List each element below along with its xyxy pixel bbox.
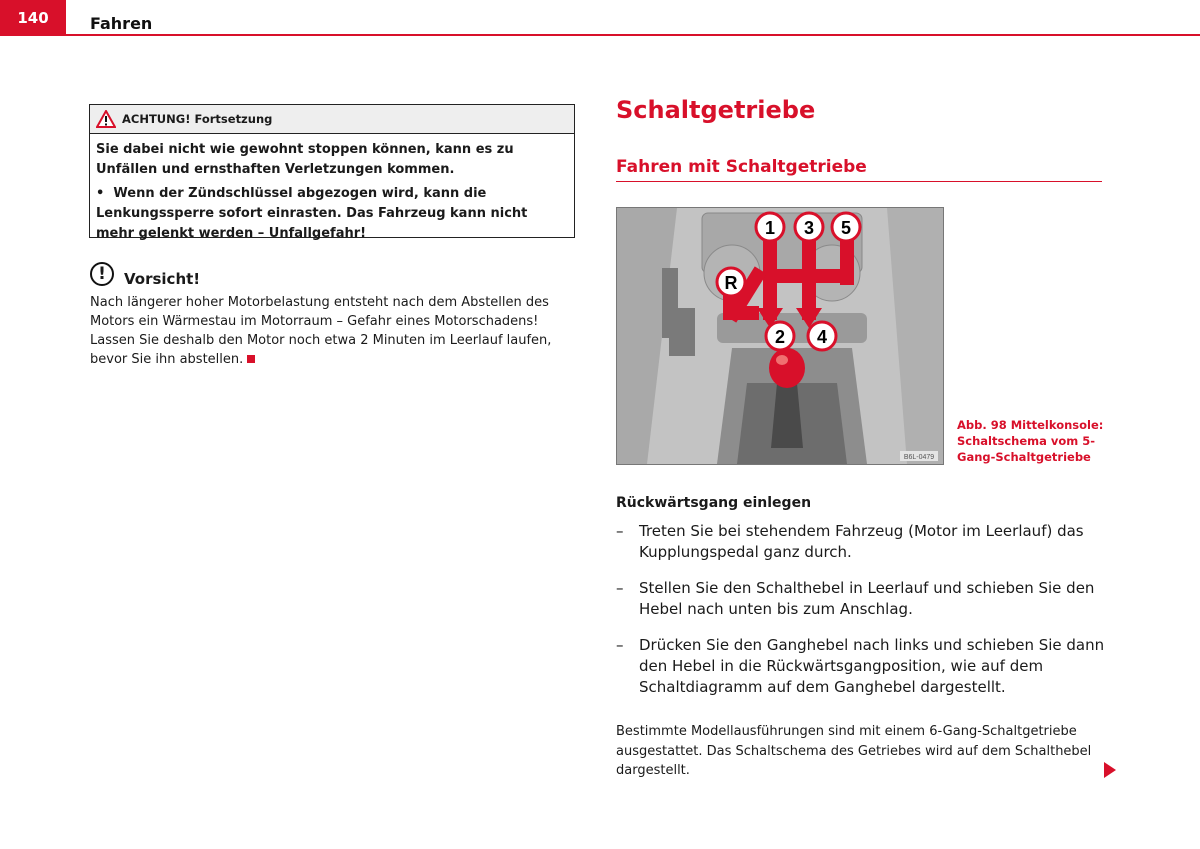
- warning-bullet-text: Wenn der Zündschlüssel abgezogen wird, kann die Lenkungssperre sofort einrasten. Das Fahrzeug kann nicht mehr gelenkt werden – Unfallgefahr!: [96, 186, 528, 241]
- instruction-step: [616, 578, 1108, 620]
- exclamation-icon: !: [90, 262, 114, 286]
- header-rule: [66, 34, 1200, 36]
- subsection-rule: [616, 181, 1102, 182]
- gear-label-4: 4: [816, 327, 828, 347]
- step-text: Drücken Sie den Ganghebel nach links und schieben Sie dann den Hebel in die Rückwärtsgangposition, wie auf dem Schaltdiagramm auf dem Ganghebel dargestellt.: [639, 636, 1105, 696]
- instruction-step: [616, 635, 1108, 698]
- caution-text: Nach längerer hoher Motorbelastung entsteht nach dem Abstellen des Motors ein Wärmestau im Motorraum – Gefahr eines Motorschadens! Lassen Sie deshalb den Motor noch etwa 2 Minuten im Leerlauf laufen, bevor Sie ihn abstellen.: [90, 295, 552, 367]
- instruction-steps: [616, 521, 1108, 713]
- warning-header: [90, 105, 574, 134]
- gearshift-illustration: [617, 208, 943, 464]
- gearshift-figure: [616, 207, 944, 465]
- reverse-gear-heading: Rückwärtsgang einlegen: [616, 495, 812, 511]
- gear-label-2: 2: [774, 327, 786, 347]
- gear-label-r: R: [724, 273, 738, 293]
- chapter-title: Fahren: [90, 14, 153, 33]
- caution-text-wrapper: [90, 293, 580, 369]
- figure-code: B6L-0479: [903, 454, 935, 461]
- warning-title: ACHTUNG! Fortsetzung: [122, 112, 273, 126]
- page-number: 140: [0, 0, 66, 36]
- warning-box: [89, 104, 575, 241]
- subsection-title: Fahren mit Schaltgetriebe: [616, 157, 867, 177]
- step-text: Treten Sie bei stehendem Fahrzeug (Motor im Leerlauf) das Kupplungspedal ganz durch.: [639, 522, 1084, 561]
- model-note: Bestimmte Modellausführungen sind mit einem 6-Gang-Schaltgetriebe ausgestattet. Das Schaltschema des Getriebes wird auf dem Schalthebel dargestellt.: [616, 724, 1092, 778]
- warning-body: [90, 134, 574, 244]
- instruction-step: [616, 521, 1108, 563]
- warning-paragraph: Sie dabei nicht wie gewohnt stoppen können, kann es zu Unfällen und ernsthaften Verletzungen kommen.: [96, 142, 514, 177]
- caution-header: [90, 259, 580, 289]
- section-title: Schaltgetriebe: [616, 96, 816, 124]
- dash-marker: –: [616, 636, 624, 654]
- caution-label: Vorsicht!: [124, 270, 201, 288]
- warning-bullet-paragraph: [96, 184, 568, 244]
- end-marker-icon: [247, 355, 255, 363]
- dash-marker: –: [616, 579, 624, 597]
- dash-marker: –: [616, 522, 624, 540]
- next-page-arrow-icon: [1104, 762, 1116, 778]
- gear-label-5: 5: [840, 218, 852, 238]
- gear-label-1: 1: [764, 218, 776, 238]
- gear-label-3: 3: [803, 218, 815, 238]
- bullet-icon: •: [96, 186, 105, 201]
- figure-caption: Abb. 98 Mittelkonsole: Schaltschema vom 5-Gang-Schaltgetriebe: [957, 418, 1104, 464]
- caution-block: [90, 259, 580, 369]
- warning-triangle-icon: [96, 110, 116, 128]
- step-text: Stellen Sie den Schalthebel in Leerlauf und schieben Sie den Hebel nach unten bis zum Anschlag.: [639, 579, 1095, 618]
